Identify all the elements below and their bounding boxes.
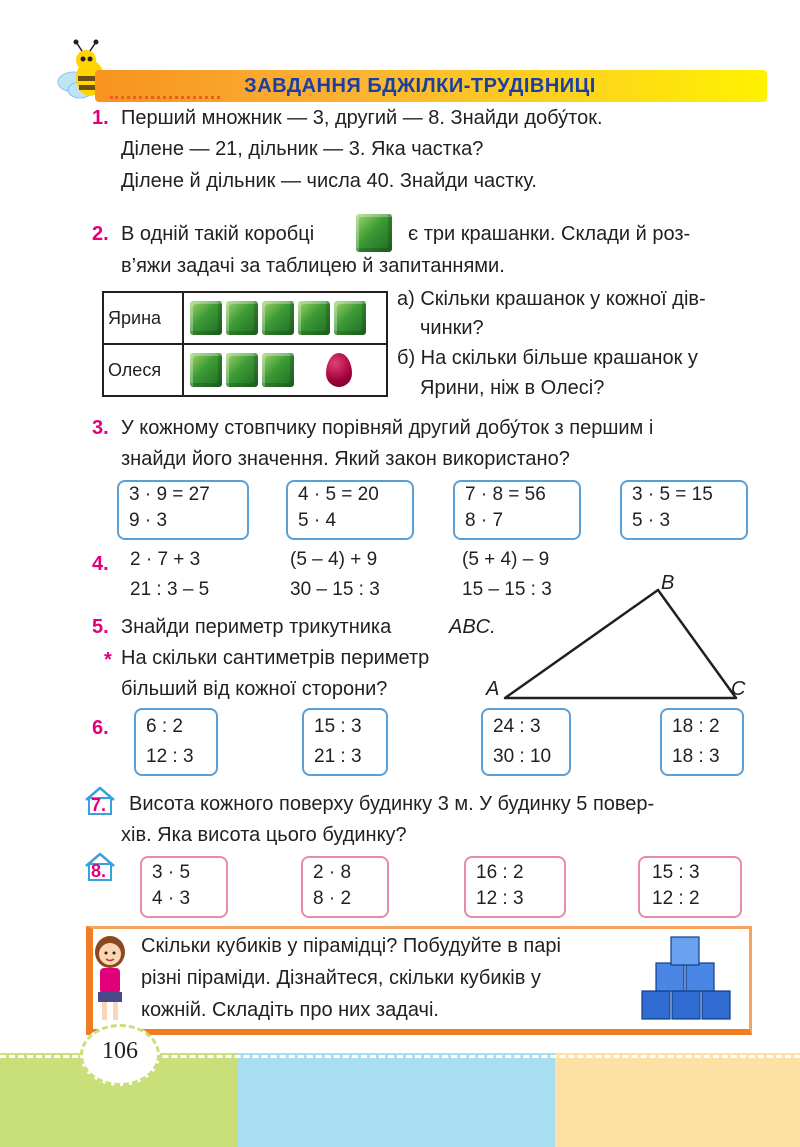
expression: 12 : 2 [652,888,700,909]
expression-box [140,856,228,918]
task-number-7: 7. [91,795,107,815]
egg-box-icon [298,301,330,335]
star-marker: * [104,649,112,671]
table-row [103,344,387,396]
task2-question-b-2: Ярини, ніж в Олесі? [420,377,605,399]
expression-box [286,480,414,540]
task1-line-2: Ділене — 21, дільник — 3. Яка частка? [121,138,484,160]
expression-box [481,708,571,776]
expression-box [638,856,742,918]
table-cell-name: Ярина [103,292,183,344]
expression: 4 · 5 = 20 [298,484,379,505]
expression: 12 : 3 [476,888,524,909]
task3-line-2: знайди його значення. Який закон використано? [121,448,570,470]
expression: 15 – 15 : 3 [462,579,552,600]
task2-line-1a: В одній такій коробці [121,223,315,245]
expression: (5 + 4) – 9 [462,549,550,570]
task-number-5: 5. [92,616,109,638]
task7-line-2: хів. Яка висота цього будинку? [121,824,407,846]
expression-box [660,708,744,776]
egg-box-icon [226,353,258,387]
expression: 5 · 3 [632,510,671,531]
task-number-3: 3. [92,417,109,439]
expression: 7 · 8 = 56 [465,484,546,505]
task5-line-2: На скільки сантиметрів периметр [121,647,430,669]
expression: 2 · 8 [313,862,352,883]
expression: 3 · 9 = 27 [129,484,210,505]
table-cell-boxes [183,344,387,396]
task1-line-3: Ділене й дільник — числа 40. Знайди частку. [121,170,537,192]
pair-task-line-1: Скільки кубиків у пірамідці? Побудуйте в парі [141,935,561,957]
task-number-4: 4. [92,553,109,575]
girl-icon [88,930,132,1026]
egg-box-icon [190,301,222,335]
expression: 2 · 7 + 3 [130,549,201,570]
expression: 3 · 5 = 15 [632,484,713,505]
expression-box [134,708,218,776]
pair-task-line-3: кожній. Складіть про них задачі. [141,999,439,1021]
task5-line-3: більший від кожної сторони? [121,678,388,700]
expression: 8 · 7 [465,510,504,531]
egg-box-icon [356,214,392,252]
egg-box-icon [334,301,366,335]
expression: 18 : 2 [672,716,720,737]
cube-pyramid-icon [638,933,738,1025]
expression: 4 · 3 [152,888,191,909]
egg-box-icon [226,301,258,335]
pair-task-line-2: різні піраміди. Дізнайтеся, скільки кубиків у [141,967,541,989]
expression-box [117,480,249,540]
page-number: 106 [102,1038,138,1064]
task2-question-b-1: б) На скільки більше крашанок у [397,347,698,369]
expression: 16 : 2 [476,862,524,883]
task3-line-1: У кожному стовпчику порівняй другий добу́ток з першим і [121,417,654,439]
expression-box [464,856,566,918]
expression: 8 · 2 [313,888,352,909]
expression: 18 : 3 [672,746,720,767]
expression: 24 : 3 [493,716,541,737]
task2-line-1b: є три крашанки. Склади й роз- [408,223,691,245]
task5-line-1b: ABC. [449,616,496,638]
table-cell-boxes [183,292,387,344]
task5-line-1a: Знайди периметр трикутника [121,616,392,638]
footer-band-blue [238,1053,555,1147]
expression: 6 : 2 [146,716,183,737]
expression-box [620,480,748,540]
footer-band-orange [555,1053,800,1147]
page-title: ЗАВДАННЯ БДЖІЛКИ-ТРУДІВНИЦІ [244,75,596,97]
expression: 15 : 3 [652,862,700,883]
task2-question-a-2: чинки? [420,317,484,339]
egg-box-icon [190,353,222,387]
expression: 3 · 5 [152,862,191,883]
task-number-8: 8. [91,861,107,881]
vertex-label-c: C [731,678,746,700]
task1-line-1: Перший множник — 3, другий — 8. Знайди добу́ток. [121,107,603,129]
egg-icon [326,353,352,387]
expression: 9 · 3 [129,510,168,531]
egg-box-icon [262,301,294,335]
expression: (5 – 4) + 9 [290,549,378,570]
task-number-2: 2. [92,223,109,245]
vertex-label-a: A [486,678,500,700]
expression-box [453,480,581,540]
expression-box [301,856,389,918]
expression-box [302,708,388,776]
vertex-label-b: B [661,572,675,594]
task2-line-2: в’яжи задачі за таблицею й запитаннями. [121,255,505,277]
expression: 21 : 3 – 5 [130,579,210,600]
table-cell-name: Олеся [103,344,183,396]
expression: 30 – 15 : 3 [290,579,380,600]
expression: 12 : 3 [146,746,194,767]
task7-line-1: Висота кожного поверху будинку 3 м. У будинку 5 повер- [129,793,655,815]
task2-question-a-1: а) Скільки крашанок у кожної дів- [397,288,706,310]
expression: 21 : 3 [314,746,362,767]
egg-box-icon [262,353,294,387]
expression: 5 · 4 [298,510,337,531]
expression: 15 : 3 [314,716,362,737]
table-row [103,292,387,344]
expression: 30 : 10 [493,746,552,767]
egg-table [102,291,388,397]
header-banner [0,0,800,110]
task-number-6: 6. [92,717,109,739]
triangle-abc [480,570,770,710]
task-number-1: 1. [92,107,109,129]
